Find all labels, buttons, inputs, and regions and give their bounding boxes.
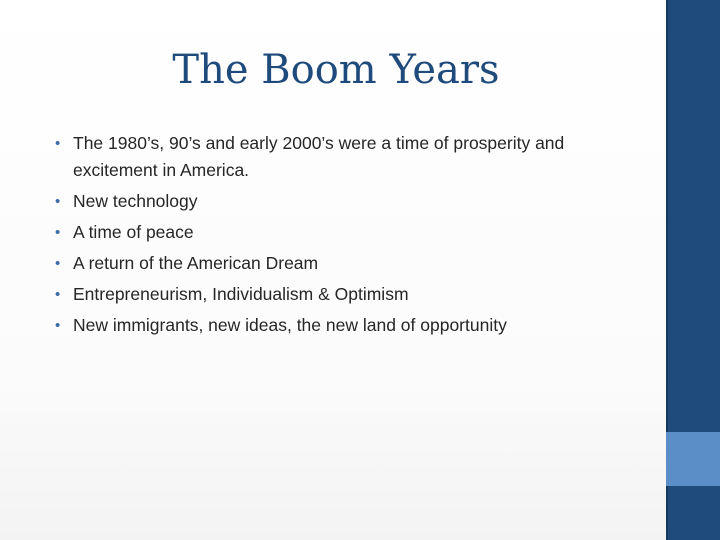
- bullet-icon: •: [55, 255, 61, 272]
- bullet-icon: •: [55, 286, 61, 303]
- side-accent-highlight-block: [666, 432, 720, 486]
- bullet-text: Entrepreneurism, Individualism & Optimism: [73, 284, 409, 304]
- bullet-icon: •: [55, 193, 61, 210]
- bullet-text: A time of peace: [73, 222, 194, 242]
- bullet-item: [55, 250, 615, 277]
- bullet-item: [55, 130, 615, 184]
- bullet-text: A return of the American Dream: [73, 253, 319, 273]
- bullet-text: New immigrants, new ideas, the new land of opportunity: [73, 315, 507, 335]
- bullet-list: [55, 130, 615, 343]
- bullet-icon: •: [55, 135, 61, 152]
- bullet-item: [55, 312, 615, 339]
- bullet-icon: •: [55, 224, 61, 241]
- bullet-text: The 1980’s, 90’s and early 2000’s were a time of prosperity and excitement in America.: [73, 133, 565, 180]
- bullet-item: [55, 219, 615, 246]
- bullet-text: New technology: [73, 191, 198, 211]
- bullet-item: [55, 281, 615, 308]
- bullet-item: [55, 188, 615, 215]
- slide-title: The Boom Years: [172, 47, 500, 93]
- bullet-icon: •: [55, 317, 61, 334]
